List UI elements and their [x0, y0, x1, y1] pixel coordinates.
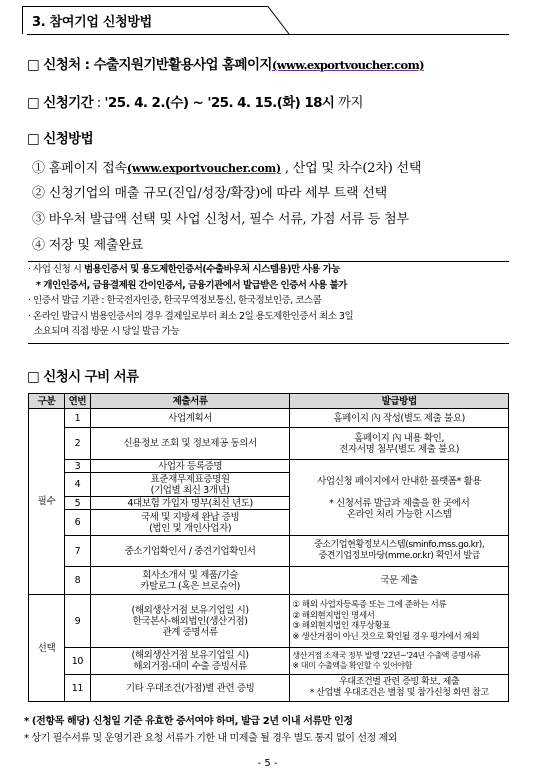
- method-step-1: [32, 157, 421, 176]
- table-header-row: [29, 394, 509, 409]
- table-row: [29, 675, 509, 702]
- note-3: · 인증서 발급 기관 : 한국전자인증, 한국무역정보통신, 한국정보인증, 코스콤: [28, 295, 322, 306]
- header-category: 구분: [29, 394, 65, 409]
- apply-period-suffix: 까지: [334, 95, 363, 111]
- row-number: 11: [64, 675, 90, 702]
- row-method-merged: 사업신청 페이지에서 안내한 플랫폼* 활용 * 신청서류 발급과 제출을 한 곳에서 온라인 처리 가능한 시스템: [290, 460, 509, 536]
- row-number: 3: [64, 460, 90, 473]
- method-step-3: ③ 바우처 발급액 선택 및 사업 신청서, 필수 서류, 가점 서류 등 첨부: [32, 212, 409, 227]
- row-document: 사업자 등록증명: [90, 460, 289, 473]
- apply-place-url[interactable]: (www.exportvoucher.com): [271, 58, 424, 72]
- row-method: 홈페이지 內 작성(별도 제출 불요): [290, 409, 509, 428]
- note-5: 소요되며 직접 방문 시 당일 발급 가능: [34, 326, 180, 337]
- section-title: 3. 참여기업 신청방법: [32, 15, 152, 30]
- row-number: 2: [64, 428, 90, 460]
- table-row: [29, 536, 509, 567]
- method-step-2: ② 신청기업의 매출 규모(진입/성장/확장)에 따라 세부 트랙 선택: [32, 186, 388, 201]
- footnote-1: * (전항목 해당) 신청일 기준 유효한 증서여야 하며, 발급 2년 이내 서류만 인정: [24, 716, 353, 727]
- row-method: 중소기업현황정보시스템(sminfo.mss.go.kr), 중견기업정보마당(mme.or.kr) 확인서 발급: [290, 536, 509, 567]
- section-divider: [27, 34, 509, 35]
- header-method: 발급방법: [290, 394, 509, 409]
- row-number: 8: [64, 567, 90, 595]
- row-method: ① 해외 사업자등록증 또는 그에 준하는 서류 ② 해외현지법인 명세서 ③ 해외현지법인 재무상황표 ※ 생산거점이 아닌 것으로 확인될 경우 평가에서 제외: [290, 595, 509, 648]
- note-1-bold: 범용인증서 및 용도제한인증서(수출바우처 시스템용)만 사용 가능: [83, 264, 340, 275]
- row-document: 신용정보 조회 및 정보제공 동의서: [90, 428, 289, 460]
- table-row: [29, 567, 509, 595]
- group-optional: 선택: [29, 595, 65, 702]
- header-document: 제출서류: [90, 394, 289, 409]
- apply-period-label: □ 신청기간: [27, 95, 94, 111]
- step-1-pre: ① 홈페이지 접속: [32, 161, 127, 176]
- group-required: 필수: [29, 409, 65, 595]
- row-document: 4대보험 가입자 명부(최신 년도): [90, 497, 289, 510]
- method-heading: □ 신청방법: [27, 131, 94, 147]
- row-document: (해외생산거점 보유기업일 시) 한국본사-해외법인(생산거점) 관계 증명서류: [90, 595, 289, 648]
- docs-heading: □ 신청시 구비 서류: [27, 369, 139, 385]
- row-document: 기타 우대조건(가점)별 관련 증빙: [90, 675, 289, 702]
- row-method: 홈페이지 內 내용 확인, 전자서명 첨부(별도 제출 불요): [290, 428, 509, 460]
- apply-period-colon: :: [93, 95, 105, 111]
- step-1-post: , 산업 및 차수(2차) 선택: [280, 161, 422, 176]
- table-row: [29, 428, 509, 460]
- method-step-4: ④ 저장 및 제출완료: [32, 238, 144, 253]
- row-method: 우대조건별 관련 증빙 확보, 제출 * 산업별 우대조건은 별첨 및 참가신청 화면 참고: [290, 675, 509, 702]
- table-row: [29, 409, 509, 428]
- row-document: (해외생산거점 보유기업일 시) 해외거점-대미 수출 증빙서류: [90, 648, 289, 675]
- row-document: 국세 및 지방세 완납 증빙 (법인 및 개인사업자): [90, 510, 289, 536]
- note-1-pre: · 사업 신청 시: [28, 264, 84, 275]
- row-number: 10: [64, 648, 90, 675]
- row-document: 사업계획서: [90, 409, 289, 428]
- documents-table: [28, 393, 509, 702]
- row-number: 4: [64, 473, 90, 497]
- row-number: 1: [64, 409, 90, 428]
- step-1-link[interactable]: (www.exportvoucher.com): [126, 162, 281, 175]
- apply-place: [27, 53, 424, 73]
- apply-place-label: □ 신청처 : 수출지원기반활용사업 홈페이지: [27, 57, 272, 73]
- row-document: 중소기업확인서 / 중견기업확인서: [90, 536, 289, 567]
- row-number: 9: [64, 595, 90, 648]
- page-number: - 5 -: [257, 758, 278, 769]
- row-document: 표준재무제표증명원 (기업별 최신 3개년): [90, 473, 289, 497]
- table-row: [29, 648, 509, 675]
- table-row: [29, 595, 509, 648]
- row-method: 국문 제출: [290, 567, 509, 595]
- row-number: 5: [64, 497, 90, 510]
- note-4: · 온라인 발급시 범용인증서의 경우 결제일로부터 최소 2일 용도제한인증서 최소 3일: [28, 310, 354, 322]
- note-1: [28, 262, 509, 278]
- row-method: 생산거점 소재국 정부 발행 '22년~'24년 수출액 증명서류 ※ 대미 수출액을 확인할 수 있어야함: [290, 648, 509, 675]
- table-row: [29, 460, 509, 473]
- note-2: * 개인인증서, 금융결제원 간이인증서, 금융기관에서 발급받은 인증서 사용 불가: [36, 279, 347, 291]
- row-document: 회사소개서 및 제품/기술 카탈로그 (혹은 브로슈어): [90, 567, 289, 595]
- certificate-notes: [28, 261, 509, 344]
- row-number: 7: [64, 536, 90, 567]
- row-number: 6: [64, 510, 90, 536]
- apply-period-value: '25. 4. 2.(수) ~ '25. 4. 15.(화) 18시: [104, 95, 335, 111]
- apply-period: [27, 91, 363, 111]
- footnote-2: * 상기 필수서류 및 운영기관 요청 서류가 기한 내 미제출 될 경우 별도 통지 없이 선정 제외: [24, 733, 398, 744]
- section-title-tab: [22, 6, 290, 34]
- header-number: 연번: [64, 394, 90, 409]
